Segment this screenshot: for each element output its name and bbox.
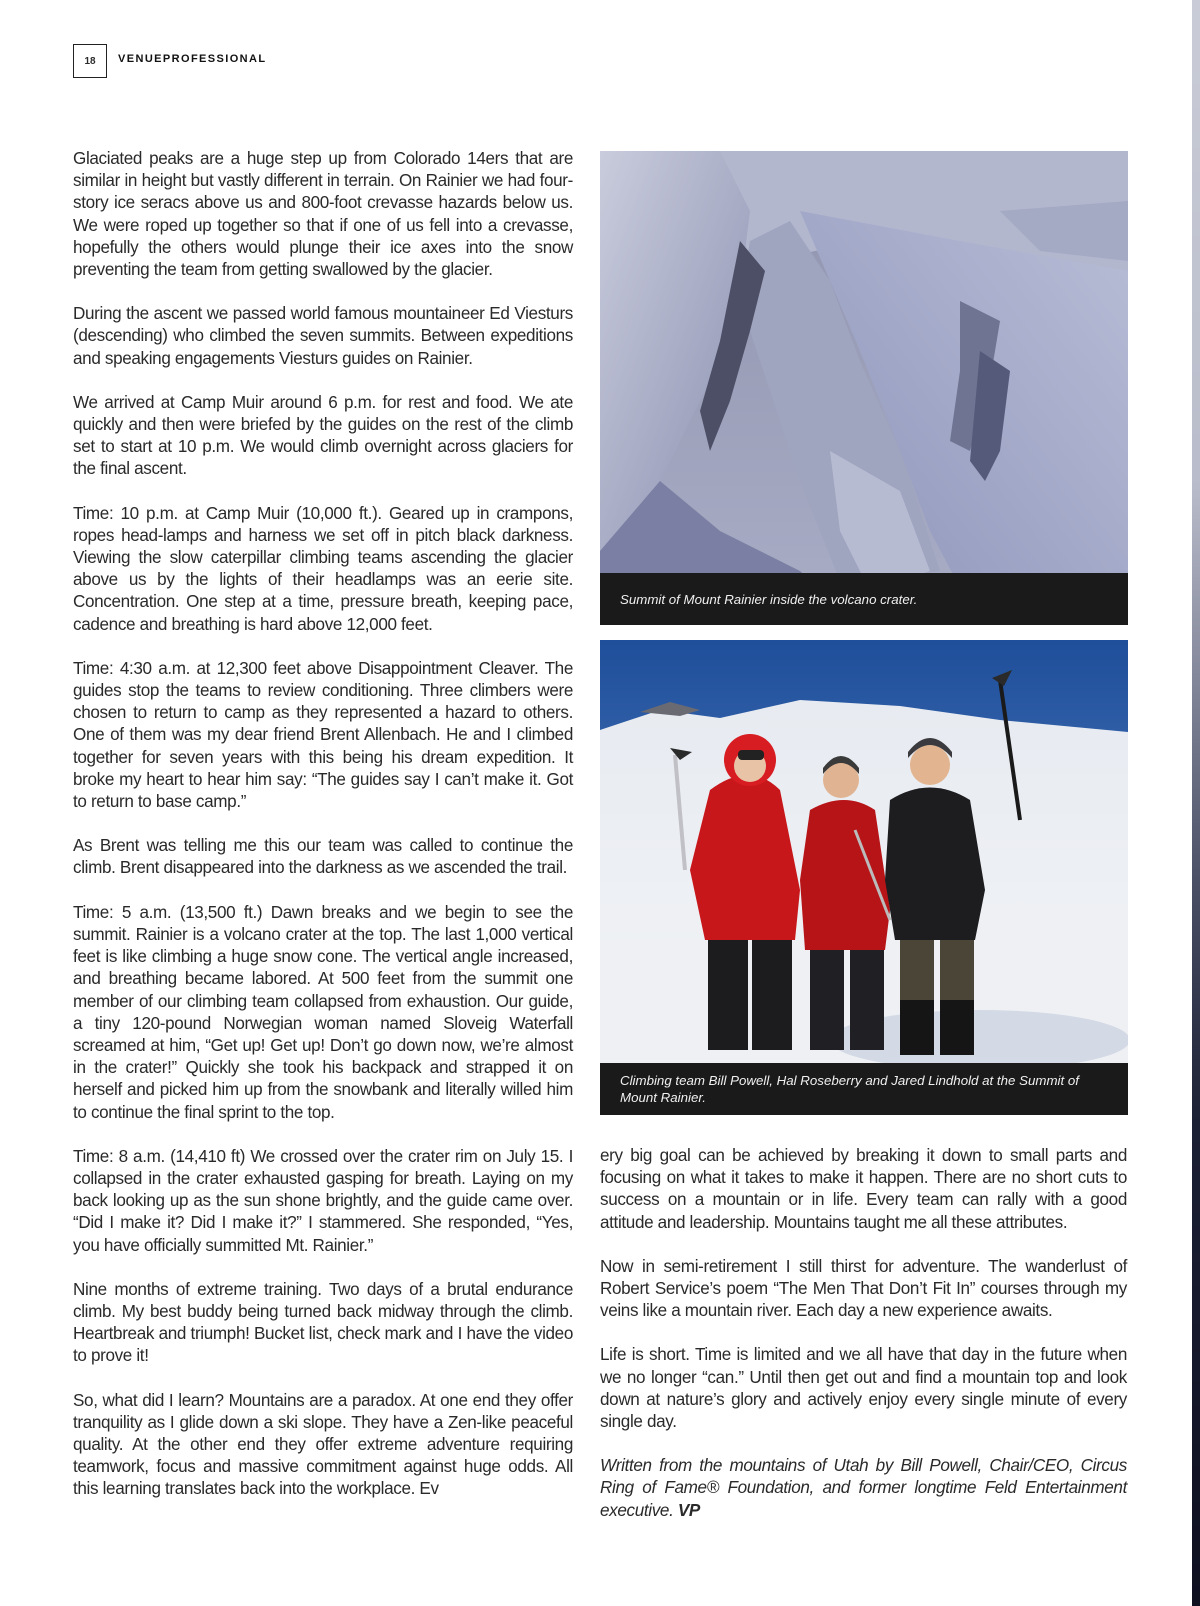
masthead-venue: VENUE — [118, 53, 163, 65]
team-photo — [600, 640, 1128, 1115]
crater-image — [600, 151, 1128, 625]
paragraph: Time: 8 a.m. (14,410 ft) We crossed over the crater rim on July 15. I collapsed in the crater exhausted gasping for breath. Laying on my back looking up as the sun shone brightly, and the guide came over. “Did I make it? Did I make it?” I stammered. She responded, “Yes, you have officially summitted Mt. Rainier.” — [73, 1146, 573, 1255]
paragraph: Glaciated peaks are a huge step up from Colorado 14ers that are similar in height but vastly different in terrain. On Rainier we had four-story ice seracs above us and 800-foot crevasse hazards below us. We were roped up together so that if one of us fell into a crevasse, hopefully the others would plunge their ice axes into the snow preventing the team from getting swallowed by the glacier. — [73, 149, 573, 280]
signature-text: Written from the mountains of Utah by Bill Powell, Chair/CEO, Circus Ring of Fame® Foundation, and former longtime Feld Entertainment executive. — [600, 1456, 1127, 1520]
paragraph: ery big goal can be achieved by breaking it down to small parts and focusing on what it takes to make it happen. There are no short cuts to success on a mountain or in life. Every team can rally with a good attitude and leadership. Mountains taught me all these attributes. — [600, 1146, 1127, 1232]
paragraph: Nine months of extreme training. Two days of a brutal endurance climb. My best buddy being turned back midway through the climb. Heartbreak and triumph! Bucket list, check mark and I have the video to prove it! — [73, 1279, 573, 1366]
paragraph: Time: 10 p.m. at Camp Muir (10,000 ft.). Geared up in crampons, ropes head-lamps and harness we set off in pitch black darkness. Viewing the slow caterpillar climbing teams ascending the glacier above us by the lights of their headlamps was an eerie site. Concentration. One step at a time, pressure breath, keeping pace, cadence and breathing is hard above 12,000 feet. — [73, 503, 573, 634]
masthead-professional: PROFESSIONAL — [162, 53, 267, 65]
paragraph: Time: 5 a.m. (13,500 ft.) Dawn breaks and we begin to see the summit. Rainier is a volcano crater at the top. The last 1,000 vertical feet is like climbing a huge snow cone. The vertical angle increased, and breathing became labored. At 500 feet from the summit one member of our climbing team collapsed from exhaustion. Our guide, a tiny 120-pound Norwegian woman named Sloveig Waterfall screamed at him, “Get up! Get up! Don’t go down now, we’re almost in the crater!” Quickly she took his backpack and strapped it on herself and picked him up from the snowbank and literally willed him to continue the final sprint to the top. — [73, 902, 573, 1122]
paragraph: During the ascent we passed world famous mountaineer Ed Viesturs (descending) who climbed the seven summits. Between expeditions and speaking engagements Viesturs guides on Rainier. — [73, 304, 573, 368]
paragraph: We arrived at Camp Muir around 6 p.m. for rest and food. We ate quickly and then were briefed by the guides on the rest of the climb set to start at 10 p.m. We would climb overnight across glaciers for the final ascent. — [73, 392, 573, 479]
right-column — [600, 1145, 1127, 1522]
paragraph: So, what did I learn? Mountains are a paradox. At one end they offer tranquility as I glide down a ski slope. They have a Zen-like peaceful quality. At the other end they offer extreme adventure requiring teamwork, focus and massive commitment against huge odds. All this learning translates back into the workplace. Ev — [73, 1390, 573, 1499]
team-image — [600, 640, 1128, 1115]
team-caption: Climbing team Bill Powell, Hal Roseberry and Jared Lindhold at the Summit of Mount Rainier. — [600, 1063, 1128, 1115]
crater-photo — [600, 151, 1128, 625]
paragraph: Life is short. Time is limited and we all have that day in the future when we no longer “can.” Until then get out and find a mountain top and look down at nature’s glory and actively enjoy every single minute of every single day. — [600, 1345, 1127, 1432]
author-signature — [600, 1455, 1127, 1522]
end-mark: VP — [677, 1500, 700, 1520]
page-number: 18 — [73, 44, 107, 78]
masthead — [118, 53, 267, 65]
paragraph: Now in semi-retirement I still thirst for adventure. The wanderlust of Robert Service’s poem “The Men That Don’t Fit In” courses through my veins like a mountain river. Each day a new experience awaits. — [600, 1256, 1127, 1321]
page-edge — [1192, 0, 1200, 1606]
paragraph: As Brent was telling me this our team was called to continue the climb. Brent disappeared into the darkness as we ascended the trail. — [73, 836, 573, 878]
left-column — [73, 148, 573, 1501]
paragraph: Time: 4:30 a.m. at 12,300 feet above Disappointment Cleaver. The guides stop the teams to review conditioning. Three climbers were chosen to return to camp as they represented a hazard to others. One of them was my dear friend Brent Allenbach. He and I climbed together for seven years with this being his dream expedition. It broke my heart to hear him say: “The guides say I can’t make it. Got to return to base camp.” — [73, 658, 573, 812]
crater-caption: Summit of Mount Rainier inside the volcano crater. — [600, 573, 1128, 625]
